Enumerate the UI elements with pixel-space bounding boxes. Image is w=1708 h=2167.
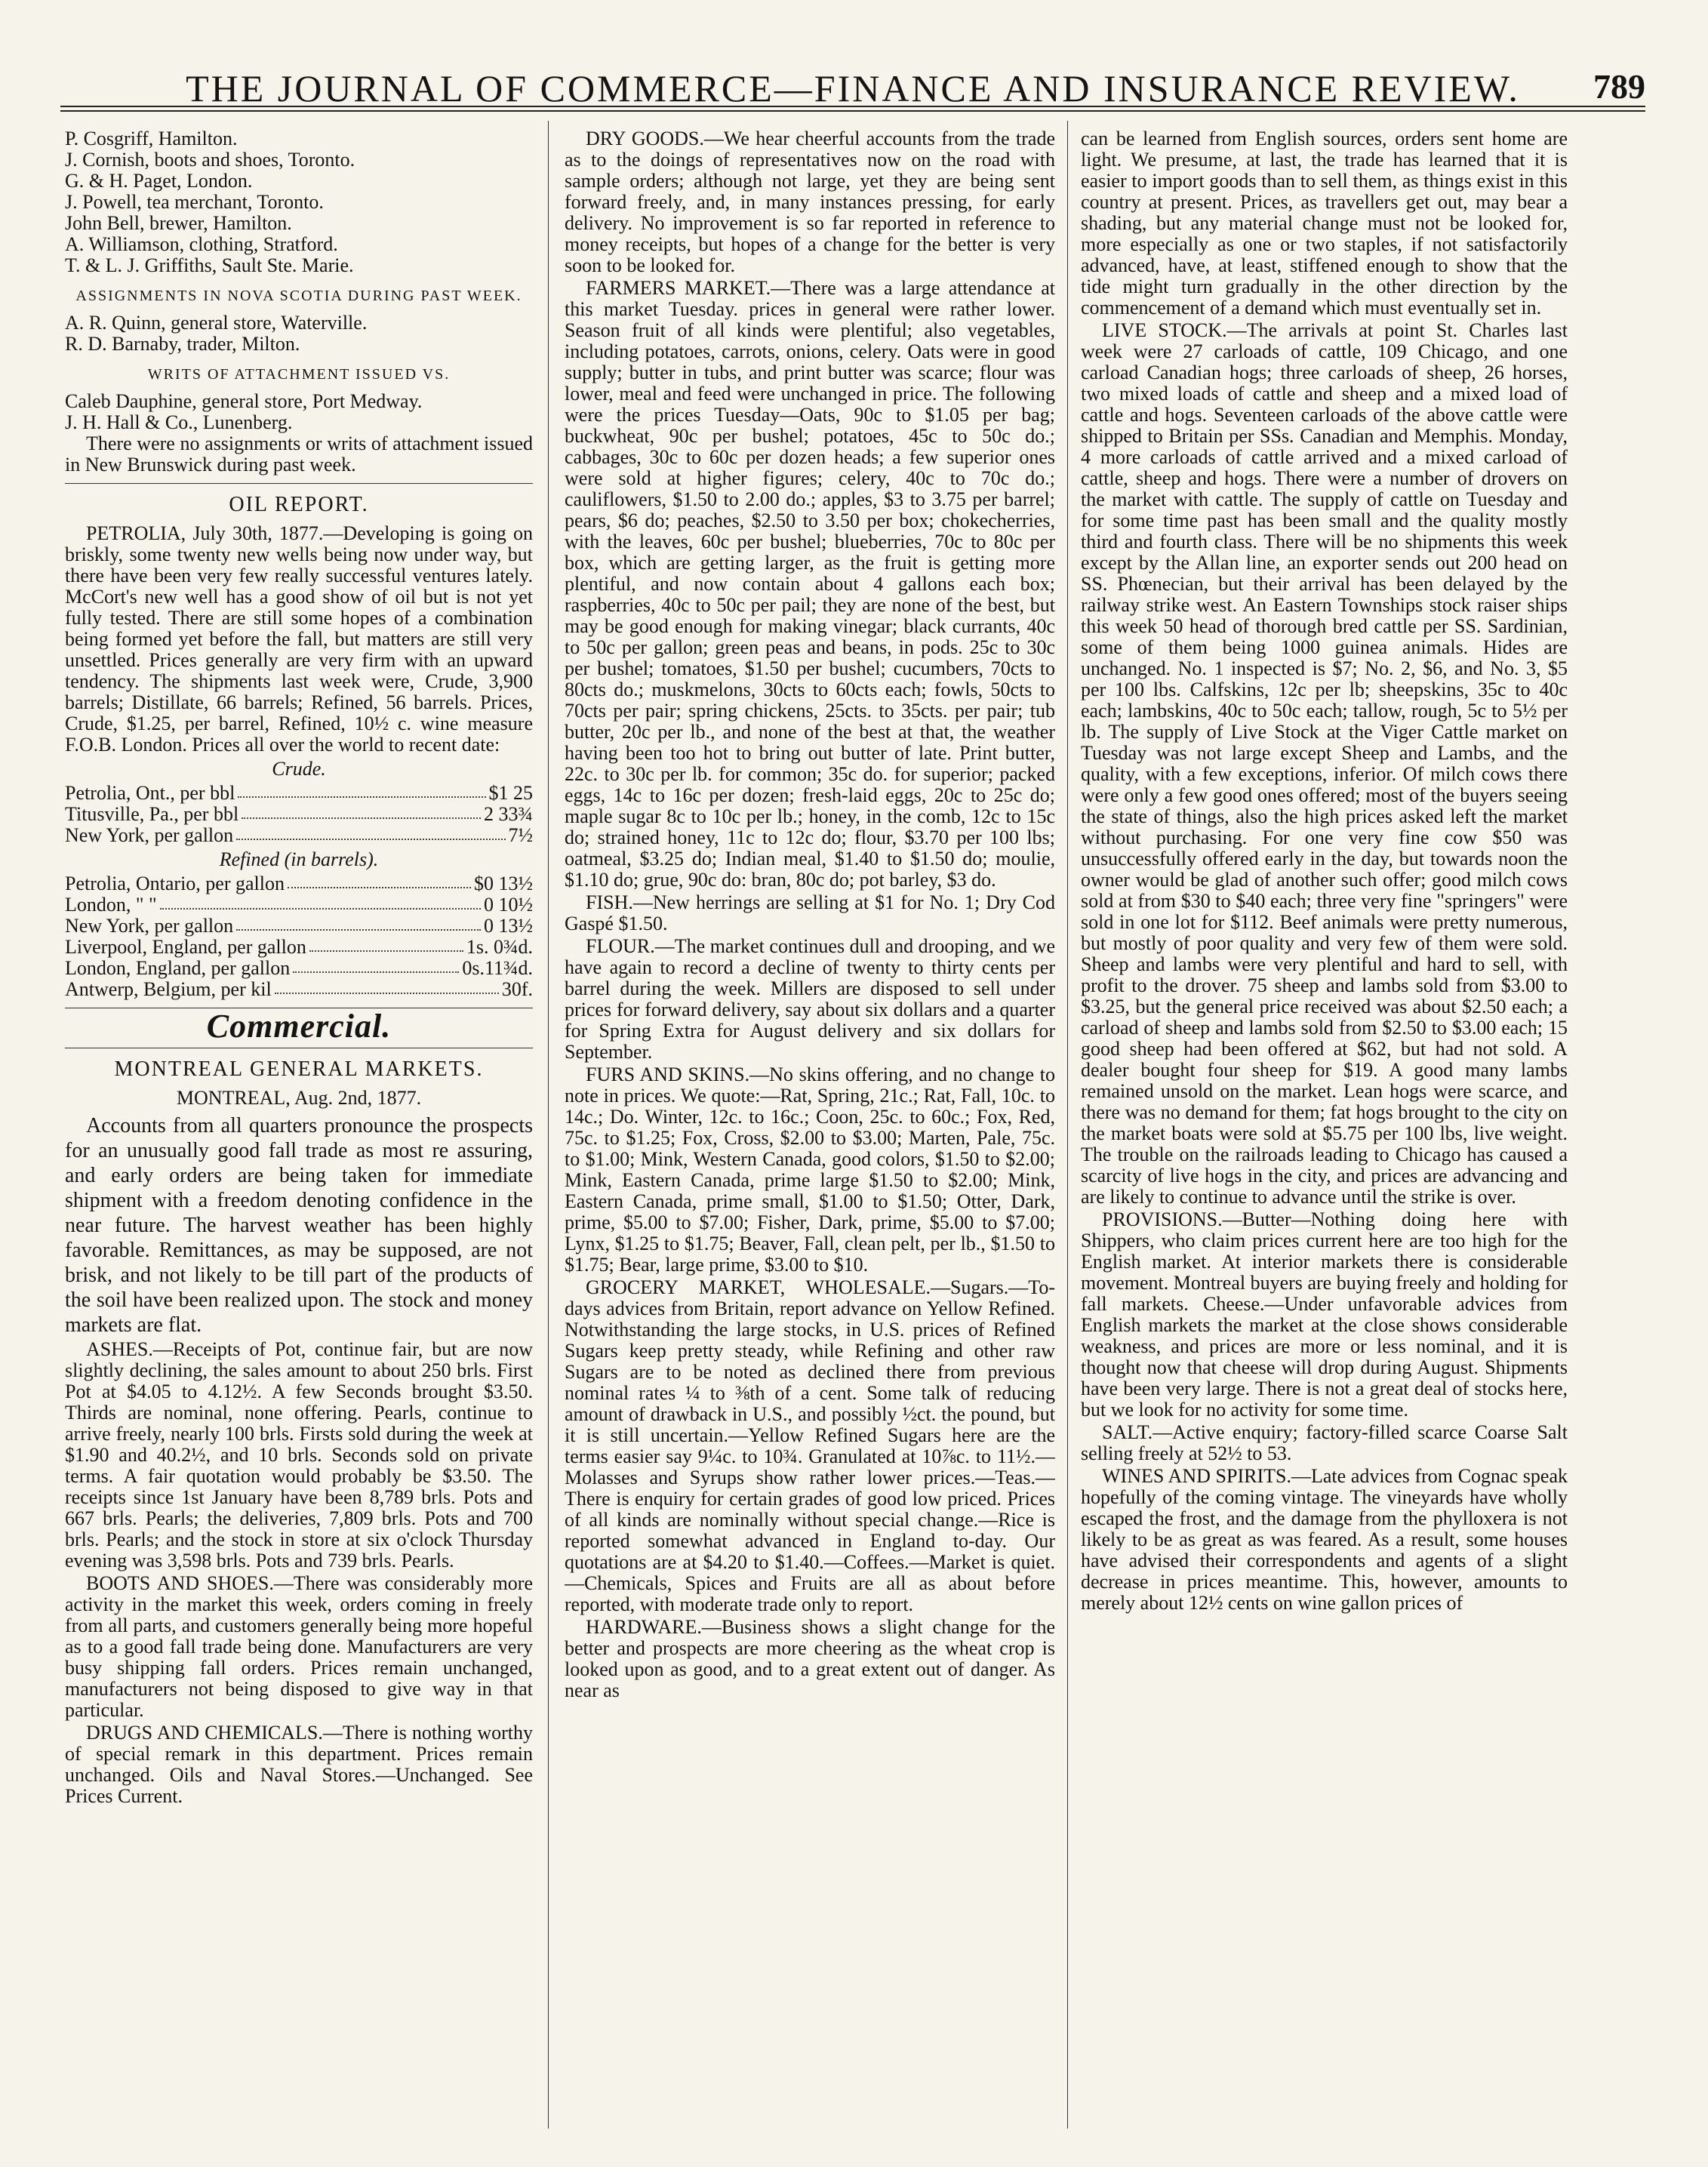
- list-item: Caleb Dauphine, general store, Port Medway.: [65, 390, 423, 412]
- price-row: [65, 916, 533, 937]
- fish-paragraph: FISH.—New herrings are selling at $1 for No. 1; Dry Cod Gaspé $1.50.: [565, 891, 1055, 934]
- crude-label: Crude.: [272, 758, 326, 780]
- leader-dots: [242, 804, 481, 819]
- list-item: G. & H. Paget, London.: [65, 170, 253, 192]
- provisions-paragraph: PROVISIONS.—Butter—Nothing doing here with Shippers, who claim prices current here are too high for the English market. At interior markets there is considerable movement. Montreal buyers are buying freely and holding for fall markets. Cheese.—Under unfavorable advices from English markets the market at the close shows considerable weakness, and prices are more or less nominal, and it is thought now that cheese will drop during August. Shipments have been very large. There is not a great deal of stocks here, but we look for no activity for some time.: [1081, 1208, 1568, 1421]
- list-item: A. R. Quinn, general store, Waterville.: [65, 312, 368, 334]
- price-row: [65, 783, 533, 804]
- farmers-market-paragraph: FARMERS MARKET.—There was a large attendance at this market Tuesday. prices in general were rather lower. Season fruit of all kinds were plentiful; also vegetables, including potatoes, carrots, onions, celery. Oats were in good supply; butter in tubs, and print butter was scarce; flour was lower, meal and feed were unchanged in price. The following were the prices Tuesday—Oats, 90c to $1.05 per bag; buckwheat, 90c per bushel; potatoes, 45c to 50c do.; cabbages, 30c to 60c per dozen heads; a few superior ones were sold at higher figures; celery, 40c to 70c do.; cauliflowers, $1.50 to 2.00 do.; apples, $3 to 3.75 per barrel; pears, $6 do; peaches, $2.50 to 3.50 per box; chokecherries, with the leaves, 60c per bushel; blueberries, 70c to 80c per box, which are getting larger, as the fruit is getting more plentiful, and now contain about 4 gallons each box; raspberries, 40c to 50c per pail; they are none of the best, but may be good enough for making vinegar; black currants, 40c to 50c per gallon; green peas and beans, in pods. 25c to 30c per bushel; tomatoes, $1.50 per bushel; cucumbers, 70cts to 80cts do.; muskmelons, 30cts to 60cts each; fowls, 50cts to 70cts per pair; spring chickens, 25cts. to 35cts. per pair; tub butter, 20c per lb., and none of the best at that, the weather having been too hot to bring out butter of late. Print butter, 22c. to 30c per lb. for common; 35c do. for superior; packed eggs, 14c to 16c per dozen; fresh-laid eggs, 20c to 25c do; maple sugar 8c to 10c per lb.; honey, in the comb, 12c to 15c do; strained honey, 11c to 12c do; flour, $3.70 per 100 lbs; oatmeal, $3.25 do; Indian meal, $1.40 to $1.50 do; moulie, $1.10 do; grue, 90c do: bran, 80c do; pot barley, $3 do.: [565, 277, 1055, 891]
- list-item: R. D. Barnaby, trader, Milton.: [65, 333, 300, 355]
- price-label: New York, per gallon: [65, 915, 234, 937]
- column-divider: [1067, 121, 1068, 2129]
- price-row: [65, 979, 533, 1000]
- furs-paragraph: FURS AND SKINS.—No skins offering, and no change to note in prices. We quote:—Rat, Spring, 21c.; Rat, Fall, 10c. to 14c.; Do. Winter, 12c. to 16c.; Coon, 25c. to 60c.; Fox, Red, 75c. to $1.25; Fox, Cross, $2.00 to $3.00; Marten, Pale, 75c. to $1.00; Mink, Western Canada, good colors, $1.50 to $2.00; Mink, Eastern Canada, prime large $1.50 to $2.00; Mink, Eastern Canada, prime small, $1.00 to $1.50; Otter, Dark, prime, $5.00 to $7.00; Fisher, Dark, prime, $5.00 to $7.00; Lynx, $1.25 to $1.75; Beaver, Fall, clean pelt, per lb., $1.50 to $1.75; Bear, large prime, $3.00 to $10.: [565, 1063, 1055, 1276]
- price-row: [65, 804, 533, 825]
- leader-dots: [236, 825, 505, 840]
- price-row: [65, 937, 533, 958]
- ashes-paragraph: ASHES.—Receipts of Pot, continue fair, but are now slightly declining, the sales amount to about 250 brls. First Pot at $4.05 to 4.12½. A few Seconds brought $3.50. Thirds are nominal, none offering. Pearls, continue to arrive freely, nearly 100 brls. Firsts sold during the week at $1.90 and 40.2½, and 10 brls. Seconds sold on private terms. A fair quotation would probably be $3.50. The receipts since 1st January have been 8,789 brls. Pots and 667 brls. Pearls; the deliveries, 7,809 brls. Pots and 700 brls. Pearls; and the stock in store at six o'clock Thursday evening was 3,598 brls. Pots and 739 brls. Pearls.: [65, 1338, 533, 1571]
- markets-intro: Accounts from all quarters pronounce the prospects for an unusually good fall trade as most re assuring, and early orders are being taken for immediate shipment with a freedom denoting confidence in the near future. The harvest weather has been highly favorable. Remittances, as may be supposed, are not brisk, and not likely to be till part of the products of the soil have been realized upon. The stock and money markets are flat.: [65, 1114, 533, 1337]
- price-value: $1 25: [488, 782, 533, 804]
- column-1: [65, 128, 533, 2121]
- live-stock-paragraph: LIVE STOCK.—The arrivals at point St. Charles last week were 27 carloads of cattle, 109 Chicago, and one carload Canadian hogs; three carloads of sheep, 26 horses, two mixed loads of cattle and sheep and a mixed load of cattle and hogs. Seventeen carloads of the above cattle were shipped to Britain per SSs. Canadian and Memphis. Monday, 4 more carloads of cattle arrived and a mixed carload of cattle, sheep and hogs. There were a number of drovers on the market with cattle. The supply of cattle on Tuesday and for some time past has been small and the quality mostly third and fourth class. There will be no shipments this week except by the Allan line, an exporter sends out 200 head on SS. Phœnecian, but their arrival has been delayed by the railway strike west. An Eastern Townships stock raiser ships this week 50 head of thorough bred cattle per SS. Sardinian, some of them being 1000 guinea animals. Hides are unchanged. No. 1 inspected is $7; No. 2, $6, and No. 3, $5 per 100 lbs. Calfskins, 12c per lb; sheepskins, 35c to 40c each; lambskins, 40c to 50c each; tallow, rough, 5c to 5½ per lb. The supply of Live Stock at the Viger Cattle market on Tuesday was not large except Sheep and Lambs, and the quality, with a few exceptions, inferior. Of milch cows there were only a few good ones offered; most of the buyers seeing the state of things, also the high prices asked left the market without purchasing. For one very fine cow $50 was unsuccessfully offered early in the day, but towards noon the owner would be glad of another such offer; good milch cows sold at from $30 to $40 each; three very fine "springers" were sold in one lot for $112. Beef animals were pretty numerous, but mostly of poor quality and very few of them were sold. Sheep and lambs were very plentiful and hard to sell, with profit to the drover. 75 sheep and lambs sold from $3.00 to $3.25, but the general price received was about $2.50 each; a carload of sheep and lambs sold from $2.50 to $3.00 each; 15 good sheep had been offered at $62, but had not sold. A dealer bought four sheep for $19. A good many lambs remained unsold on the market. Lean hogs were scarce, and there was no demand for them; fat hogs brought to the city on the market boats were sold at $5.75 per 100 lbs, live weight. The trouble on the railroads leading to Chicago has caused a scarcity of live hogs in the city, and prices are advancing and are likely to continue to advance until the strike is over.: [1081, 319, 1568, 1208]
- oil-report-paragraph: PETROLIA, July 30th, 1877.—Developing is going on briskly, some twenty new wells being now under way, but there have been very few really successful ventures lately. McCort's new well has a good show of oil but is not yet fully tested. There are still some hopes of a combination being formed yet before the fall, but matters are still very unsettled. Prices generally are very firm with an upward tendency. The shipments last week were, Crude, 3,900 barrels; Distillate, 66 barrels; Refined, 56 barrels. Prices, Crude, $1.25, per barrel, Refined, 10½ c. wine measure F.O.B. London. Prices all over the world to recent date:: [65, 522, 533, 756]
- leader-dots: [238, 783, 485, 798]
- page-number: 789: [1593, 67, 1645, 106]
- leader-dots: [288, 873, 471, 888]
- price-row: [65, 873, 533, 894]
- column-2: [565, 128, 1055, 2121]
- column-3: [1081, 128, 1568, 2121]
- dateline: MONTREAL, Aug. 2nd, 1877.: [176, 1087, 422, 1109]
- hardware-paragraph: HARDWARE.—Business shows a slight change for the better and prospects are more cheering as the wheat crop is looked upon as good, and to a great extent out of danger. As near as: [565, 1616, 1055, 1701]
- leader-dots: [293, 958, 459, 973]
- journal-title: THE JOURNAL OF COMMERCE—FINANCE AND INSURANCE REVIEW.: [186, 67, 1520, 109]
- flour-paragraph: FLOUR.—The market continues dull and drooping, and we have again to record a decline of twenty to thirty cents per barrel during the week. Millers are disposed to sell under prices for forward delivery, say about six dollars and a quarter for Spring Extra for August delivery and six dollars for September.: [565, 935, 1055, 1063]
- writs-heading: WRITS OF ATTACHMENT ISSUED VS.: [147, 366, 451, 383]
- price-row: [65, 958, 533, 979]
- commercial-heading: Commercial.: [206, 1008, 392, 1045]
- price-label: Antwerp, Belgium, per kil: [65, 978, 272, 1000]
- nova-scotia-heading: ASSIGNMENTS IN NOVA SCOTIA DURING PAST WEEK.: [75, 288, 522, 304]
- wines-paragraph: WINES AND SPIRITS.—Late advices from Cognac speak hopefully of the coming vintage. The vineyards have wholly escaped the frost, and the damage from the phylloxera is not likely to be as great as was feared. As a result, some houses have advised their correspondents and agents of a slight decrease in prices meantime. This, however, amounts to merely about 12½ cents on wine gallon prices of: [1081, 1465, 1568, 1614]
- dry-goods-paragraph: DRY GOODS.—We hear cheerful accounts from the trade as to the doings of representatives now on the road with sample orders; although not large, yet they are being sent forward freely, and, in many instances pressing, for early delivery. No improvement is so far reported in reference to money receipts, but hopes of a change for the better is very soon to be looked for.: [565, 128, 1055, 276]
- leader-dots: [236, 916, 481, 931]
- price-label: London, England, per gallon: [65, 957, 291, 979]
- price-value: $0 13½: [474, 873, 533, 894]
- header-rule-double: [60, 110, 1645, 112]
- header-rule: [60, 106, 1645, 107]
- price-label: New York, per gallon: [65, 824, 234, 846]
- writs-note: There were no assignments or writs of attachment issued in New Brunswick during past week.: [65, 432, 533, 476]
- price-value: 1s. 0¾d.: [466, 936, 533, 958]
- price-label: Titusville, Pa., per bbl: [65, 803, 239, 825]
- price-row: [65, 825, 533, 846]
- price-value: 7½: [508, 824, 533, 846]
- markets-heading: MONTREAL GENERAL MARKETS.: [114, 1057, 484, 1081]
- price-label: Petrolia, Ont., per bbl: [65, 782, 235, 804]
- list-item: J. Powell, tea merchant, Toronto.: [65, 191, 324, 213]
- price-label: London, " ": [65, 894, 157, 916]
- hardware-continued: can be learned from English sources, orders sent home are light. We presume, at last, the trade has learned that it is easier to import goods than to sell them, as things exist in this country at present. Prices, as travellers get out, may bear a shading, but any material change must not be looked for, more especially as one or two staples, if not satisfactorily advanced, have, at least, stiffened enough to show that the tide might turn gradually in the other direction by the commencement of a demand which must eventually set in.: [1081, 128, 1568, 319]
- leader-dots: [309, 937, 463, 952]
- price-label: Liverpool, England, per gallon: [65, 936, 306, 958]
- oil-report-heading: OIL REPORT.: [229, 493, 369, 516]
- price-value: 0 13½: [484, 915, 533, 937]
- drugs-paragraph: DRUGS AND CHEMICALS.—There is nothing worthy of special remark in this department. Prices remain unchanged. Oils and Naval Stores.—Unchanged. See Prices Current.: [65, 1722, 533, 1807]
- leader-dots: [275, 979, 499, 994]
- column-divider: [548, 121, 549, 2129]
- list-item: J. Cornish, boots and shoes, Toronto.: [65, 149, 355, 171]
- list-item: P. Cosgriff, Hamilton.: [65, 128, 238, 149]
- list-item: J. H. Hall & Co., Lunenberg.: [65, 411, 293, 433]
- price-row: [65, 894, 533, 916]
- list-item: A. Williamson, clothing, Stratford.: [65, 233, 338, 255]
- leader-dots: [160, 894, 481, 910]
- price-value: 30f.: [501, 978, 533, 1000]
- section-divider: [65, 483, 533, 484]
- price-value: 0 10½: [484, 894, 533, 916]
- price-value: 0s.11¾d.: [462, 957, 533, 979]
- list-item: John Bell, brewer, Hamilton.: [65, 212, 292, 234]
- price-value: 2 33¾: [484, 803, 533, 825]
- boots-paragraph: BOOTS AND SHOES.—There was considerably more activity in the market this week, orders coming in freely from all parts, and customers generally being more hopeful as to a good fall trade being done. Manufacturers are very busy shipping fall orders. Prices remain unchanged, manufacturers not being disposed to give way in that particular.: [65, 1572, 533, 1721]
- assignment-list: [65, 128, 533, 276]
- price-label: Petrolia, Ontario, per gallon: [65, 873, 285, 894]
- list-item: T. & L. J. Griffiths, Sault Ste. Marie.: [65, 254, 354, 276]
- salt-paragraph: SALT.—Active enquiry; factory-filled scarce Coarse Salt selling freely at 52½ to 53.: [1081, 1421, 1568, 1464]
- refined-label: Refined (in barrels).: [219, 848, 379, 870]
- grocery-paragraph: GROCERY MARKET, WHOLESALE.—Sugars.—To-days advices from Britain, report advance on Yellow Refined. Notwithstanding the large stocks, in U.S. prices of Refined Sugars keep pretty steady, while Refining and other raw Sugars are to be noted as declined there from previous nominal rates ¼ to ⅜th of a cent. Some talk of reducing amount of drawback in U.S., and possibly ½ct. the pound, but it is still uncertain.—Yellow Refined Sugars here are the terms easier say 9¼c. to 10¾. Granulated at 10⅞c. to 11½.—Molasses and Syrups show rather lower prices.—Teas.—There is enquiry for certain grades of good low priced. Prices of all kinds are nominally without special change.—Rice is reported somewhat advanced in England to-day. Our quotations are at $4.20 to $1.40.—Coffees.—Market is quiet.—Chemicals, Spices and Fruits are all as about before reported, with moderate trade only to report.: [565, 1276, 1055, 1615]
